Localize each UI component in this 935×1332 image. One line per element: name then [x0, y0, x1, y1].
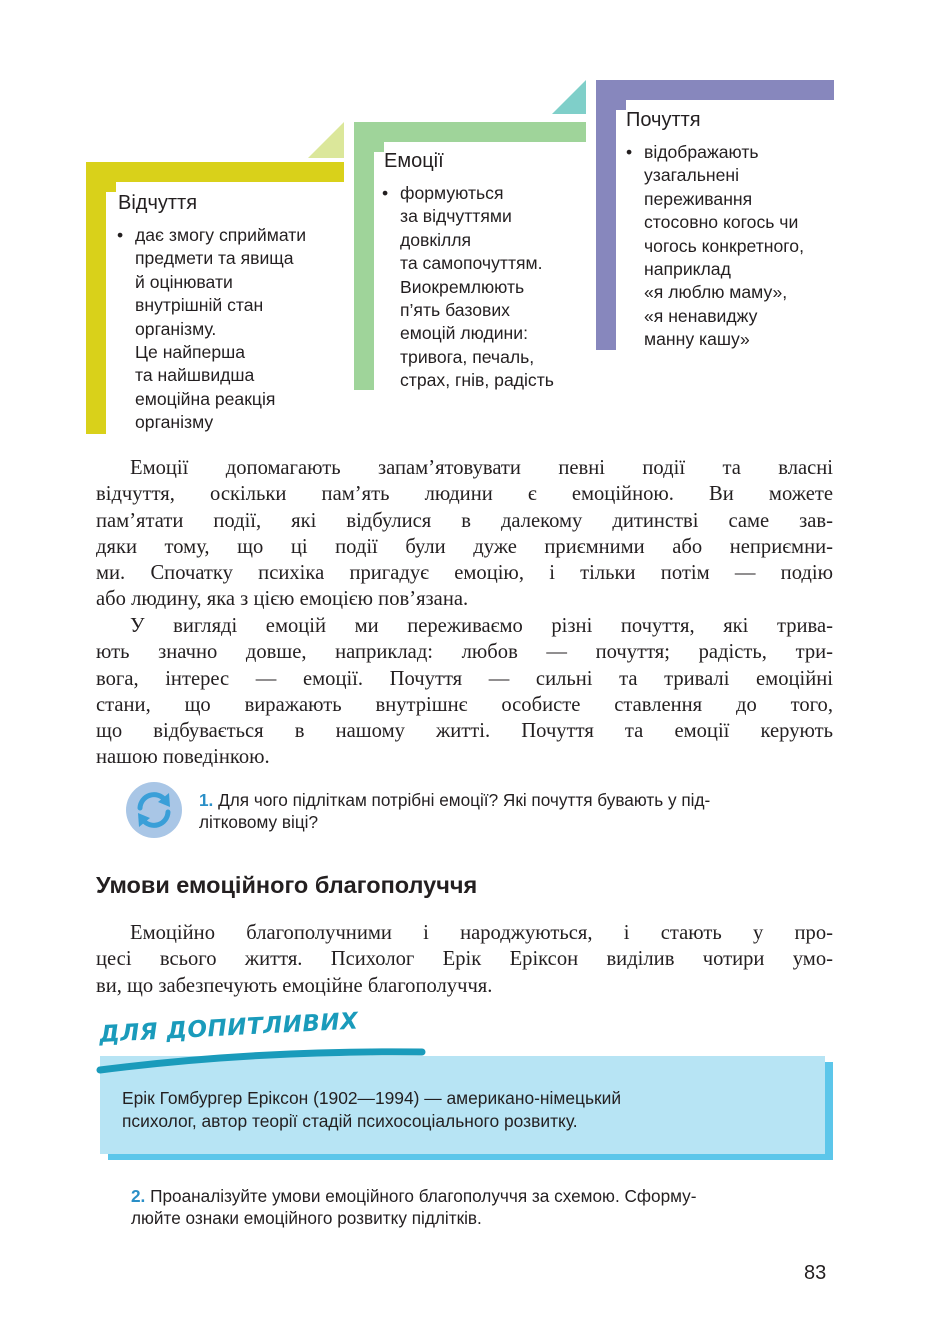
- paragraph-line: Емоції допомагають запам’ятовувати певні події та власні: [130, 457, 833, 479]
- paragraph-line: відчуття, оскільки пам’ять людини є емоційною. Ви можете: [96, 483, 833, 506]
- emotions-bar-vertical: [354, 122, 374, 390]
- feelings-line: стосовно когось чи: [644, 212, 799, 233]
- feelings-line: узагальнені: [644, 165, 740, 186]
- section-heading: Умови емоційного благополуччя: [96, 872, 478, 898]
- feelings-line: манну кашу»: [644, 329, 750, 350]
- emotions-line: за відчуттями: [400, 206, 512, 227]
- paragraph-line: Емоційно благополучними і народжуються, і стають у про-: [130, 922, 833, 944]
- curious-swoosh: [96, 1044, 426, 1076]
- emotions-line: формуються: [400, 183, 504, 203]
- question-line: Для чого підліткам потрібні емоції? Які почуття бувають у під-: [218, 790, 711, 810]
- sensations-line: внутрішній стан: [135, 295, 264, 316]
- question-number: 2.: [131, 1186, 146, 1206]
- question-line: Проаналізуйте умови емоційного благополуччя за схемою. Сформу-: [150, 1186, 697, 1206]
- emotions-fold-triangle: [552, 80, 586, 114]
- feelings-bullet: •: [626, 142, 633, 162]
- sensations-bullet: •: [117, 225, 124, 245]
- feelings-bar-horizontal: [596, 80, 834, 100]
- feelings-bar-vertical: [596, 80, 616, 350]
- question-number: 1.: [199, 790, 214, 810]
- sensations-bar-vertical: [86, 162, 106, 434]
- paragraph-line: ють значно довше, наприклад: любов — почуття; радість, три-: [96, 641, 833, 664]
- emotions-bullet: •: [382, 183, 389, 203]
- feelings-line: чогось конкретного,: [644, 235, 804, 256]
- emotions-bar-horizontal: [354, 122, 586, 142]
- sensations-text: [117, 224, 307, 435]
- sensations-line: організму: [135, 412, 214, 433]
- sensations-line: Це найперша: [135, 342, 246, 363]
- question-2: [131, 1185, 697, 1229]
- sensations-line: й оцінювати: [135, 271, 233, 292]
- emotions-line: емоцій людини:: [400, 323, 528, 344]
- emotions-line: тривога, печаль,: [400, 346, 535, 367]
- emotions-title: Емоції: [384, 150, 444, 172]
- refresh-icon: [125, 781, 183, 839]
- emotions-text: [382, 182, 554, 393]
- emotions-line: довкілля: [400, 229, 472, 250]
- sensations-line: дає змогу сприймати: [135, 225, 307, 245]
- curious-text: [122, 1087, 621, 1133]
- paragraph-line: або людину, яка з цією емоцією пов’язана.: [96, 588, 469, 611]
- paragraph-line: цесі всього життя. Психолог Ерік Еріксон виділив чотири умо-: [96, 948, 833, 971]
- sensations-title: Відчуття: [118, 192, 198, 214]
- emotions-line: та самопочуттям.: [400, 253, 543, 274]
- feelings-line: переживання: [644, 188, 753, 209]
- question-line: літковому віці?: [199, 812, 319, 832]
- feelings-text: [626, 141, 804, 352]
- sensations-line: та найшвидша: [135, 365, 255, 386]
- paragraph-line: ми. Спочатку психіка пригадує емоцію, і тільки потім — подію: [96, 562, 833, 585]
- paragraph-line: нашою поведінкою.: [96, 746, 270, 769]
- sensations-line: предмети та явища: [135, 248, 294, 269]
- sensations-line: емоційна реакція: [135, 388, 276, 409]
- feelings-line: «я ненавиджу: [644, 305, 758, 326]
- emotions-line: страх, гнів, радість: [400, 370, 554, 391]
- paragraph-emotions-memory: [96, 455, 833, 613]
- paragraph-line: стани, що виражають внутрішнє особисте ставлення до того,: [96, 693, 833, 716]
- feelings-title: Почуття: [626, 109, 701, 131]
- emotions-line: п’ять базових: [400, 300, 510, 321]
- paragraph-wellbeing: [96, 920, 833, 999]
- curious-line: Ерік Гомбургер Еріксон (1902—1994) — американо-німецький: [122, 1088, 622, 1108]
- page-number: 83: [804, 1262, 827, 1284]
- paragraph-line: дяки тому, що ці події були дуже приємними або неприємни-: [96, 535, 833, 558]
- paragraph-feelings: [96, 613, 833, 771]
- sensations-bar-horizontal: [86, 162, 344, 182]
- paragraph-line: що відбувається в нашому житті. Почуття та емоції керують: [96, 720, 833, 743]
- paragraph-line: вога, інтерес — емоції. Почуття — сильні та тривалі емоційні: [96, 667, 833, 690]
- paragraph-line: ви, що забезпечують емоційне благополуччя.: [96, 974, 493, 997]
- question-1: [199, 789, 710, 833]
- feelings-line: відображають: [644, 142, 759, 162]
- emotions-line: Виокремлюють: [400, 276, 525, 297]
- curious-line: психолог, автор теорії стадій психосоціального розвитку.: [122, 1111, 578, 1131]
- curious-title: ДЛЯ ДОПИТЛИВИХ: [98, 1008, 360, 1048]
- feelings-line: «я люблю маму»,: [644, 282, 788, 303]
- feelings-line: наприклад: [644, 259, 731, 280]
- sensations-line: організму.: [135, 318, 217, 339]
- paragraph-line: У вигляді емоцій ми переживаємо різні почуття, які трива-: [130, 615, 833, 637]
- paragraph-line: пам’ятати події, які відбулися в далекому дитинстві саме зав-: [96, 509, 833, 532]
- sensations-fold-triangle: [308, 122, 344, 158]
- question-line: люйте ознаки емоційного розвитку підлітків.: [131, 1208, 482, 1228]
